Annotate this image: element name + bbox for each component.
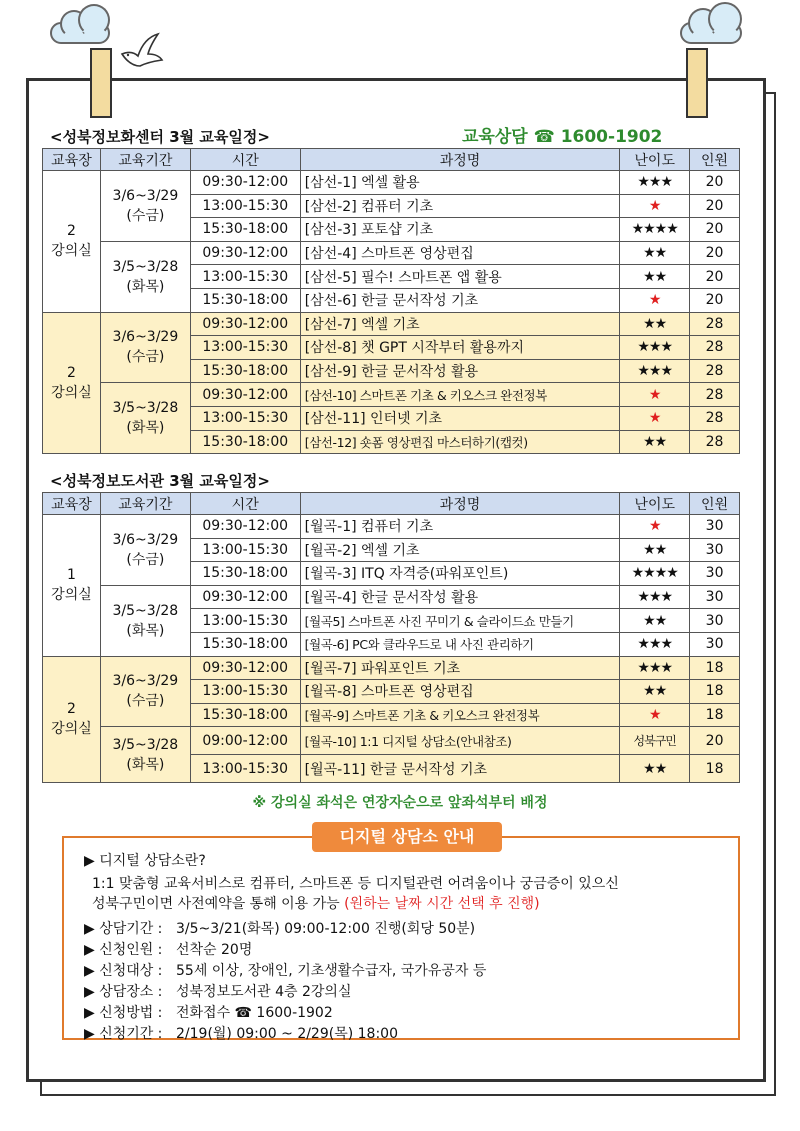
level-cell: ★ [620,288,690,312]
course-cell: [삼선-3] 포토샵 기초 [300,218,620,242]
course-cell: [월곡-8] 스마트폰 영상편집 [300,680,620,704]
period-dates: 3/5~3/28 [112,602,179,619]
time-cell: 09:30-12:00 [190,171,300,195]
table-header-cell: 시간 [190,493,300,515]
counsel-item-colon: : [157,984,163,1000]
table-row [43,312,740,336]
table-header-cell: 교육장 [43,493,101,515]
room-cell [43,515,101,657]
level-cell: ★★★ [620,632,690,656]
time-cell: 15:30-18:00 [190,430,300,454]
period-cell [100,383,190,454]
period-days: (수금) [126,693,165,710]
count-cell: 18 [690,755,740,783]
section2-title: <성북정보도서관 3월 교육일정> [50,472,270,490]
counsel-title: 디지털 상담소 안내 [312,822,502,852]
time-cell: 09:30-12:00 [190,241,300,265]
time-cell: 15:30-18:00 [190,288,300,312]
bird-icon [118,32,164,72]
schedule-table-2 [42,492,740,783]
counsel-item-label: ▶ 신청대상 [84,963,154,979]
time-cell: 15:30-18:00 [190,632,300,656]
period-days: (수금) [126,207,165,224]
time-cell: 15:30-18:00 [190,359,300,383]
time-cell: 13:00-15:30 [190,194,300,218]
counsel-item-label: ▶ 상담장소 [84,984,154,1000]
table-header-cell: 인원 [690,493,740,515]
cloud-right-icon [680,22,742,44]
room-label: 강의실 [51,721,92,738]
counsel-item-colon: : [157,921,163,937]
level-cell: ★★ [620,265,690,289]
time-cell: 09:30-12:00 [190,515,300,539]
count-cell: 18 [690,680,740,704]
level-cell: ★★ [620,755,690,783]
count-cell: 30 [690,562,740,586]
count-cell: 28 [690,312,740,336]
period-dates: 3/6~3/29 [112,187,179,204]
period-dates: 3/5~3/28 [112,400,179,417]
section1-title: <성북정보화센터 3월 교육일정> [50,128,270,146]
counsel-item-value: 2/19(월) 09:00 ~ 2/29(목) 18:00 [176,1026,398,1042]
counsel-item-value: 성북정보도서관 4층 2강의실 [176,984,352,1000]
table-row [43,656,740,680]
time-cell: 13:00-15:30 [190,538,300,562]
level-cell: ★★★ [620,656,690,680]
course-cell: [삼선-8] 챗 GPT 시작부터 활용까지 [300,336,620,360]
period-dates: 3/5~3/28 [112,736,179,753]
count-cell: 30 [690,609,740,633]
counsel-item-value: 선착순 20명 [176,942,253,958]
count-cell: 28 [690,383,740,407]
period-cell [100,585,190,656]
counsel-desc2: 성북구민이면 사전예약을 통해 이용 가능 [92,896,340,912]
period-cell [100,171,190,242]
counsel-item-label: ▶ 신청기간 [84,1026,154,1042]
count-cell: 30 [690,632,740,656]
course-cell: [월곡-11] 한글 문서작성 기초 [300,755,620,783]
room-label: 강의실 [51,243,92,260]
period-cell [100,656,190,727]
level-cell: ★ [620,383,690,407]
contact-phone: 교육상담 ☎ 1600-1902 [462,127,663,147]
table-row [43,727,740,755]
table-header-cell: 과정명 [300,493,620,515]
time-cell: 09:30-12:00 [190,312,300,336]
time-cell: 09:30-12:00 [190,656,300,680]
room-number: 1 [67,567,76,584]
level-cell: ★★ [620,241,690,265]
time-cell: 09:30-12:00 [190,383,300,407]
time-cell: 13:00-15:30 [190,680,300,704]
counsel-item-value: 55세 이상, 장애인, 기초생활수급자, 국가유공자 등 [176,963,487,979]
level-cell: ★ [620,194,690,218]
count-cell: 20 [690,218,740,242]
room-number: 2 [67,364,76,381]
period-dates: 3/6~3/29 [112,673,179,690]
level-cell: ★★ [620,609,690,633]
room-number: 2 [67,701,76,718]
time-cell: 15:30-18:00 [190,218,300,242]
table-row [43,241,740,265]
table-header-cell: 교육장 [43,149,101,171]
count-cell: 18 [690,703,740,727]
period-dates: 3/6~3/29 [112,531,179,548]
period-days: (수금) [126,551,165,568]
time-cell: 13:00-15:30 [190,755,300,783]
time-cell: 09:30-12:00 [190,585,300,609]
level-cell: ★★ [620,538,690,562]
counsel-item-value: 3/5~3/21(화목) 09:00-12:00 진행(회당 50분) [176,921,476,937]
period-dates: 3/5~3/28 [112,258,179,275]
period-cell [100,727,190,783]
counsel-item [84,1023,398,1043]
cloud-left-icon [50,22,110,44]
table-header-cell: 과정명 [300,149,620,171]
time-cell: 13:00-15:30 [190,406,300,430]
time-cell: 13:00-15:30 [190,336,300,360]
level-cell: ★★★ [620,336,690,360]
level-cell: ★★ [620,680,690,704]
count-cell: 18 [690,656,740,680]
counsel-desc2-line [92,893,540,913]
course-cell: [삼선-2] 컴퓨터 기초 [300,194,620,218]
level-cell: ★ [620,703,690,727]
count-cell: 20 [690,727,740,755]
counsel-item [84,918,475,938]
counsel-item-label: ▶ 신청방법 [84,1005,154,1021]
counsel-item-colon: : [157,942,163,958]
course-cell: [삼선-1] 엑셀 활용 [300,171,620,195]
period-days: (수금) [126,349,165,366]
counsel-item-label: ▶ 신청인원 [84,942,154,958]
time-cell: 13:00-15:30 [190,609,300,633]
table-row [43,383,740,407]
room-label: 강의실 [51,384,92,401]
count-cell: 30 [690,538,740,562]
period-days: (화목) [126,622,165,639]
course-cell: [월곡-7] 파워포인트 기초 [300,656,620,680]
clip-left [90,48,112,118]
period-dates: 3/6~3/29 [112,329,179,346]
count-cell: 20 [690,171,740,195]
count-cell: 28 [690,406,740,430]
room-cell [43,312,101,454]
table-row [43,171,740,195]
course-cell: [월곡-1] 컴퓨터 기초 [300,515,620,539]
level-cell: ★★★★ [620,562,690,586]
level-cell: ★★★ [620,171,690,195]
counsel-desc2-highlight: (원하는 날짜 시간 선택 후 진행) [344,896,540,912]
period-cell [100,312,190,383]
course-cell: [삼선-12] 숏폼 영상편집 마스터하기(캡컷) [300,430,620,454]
clip-right [686,48,708,118]
table-header-cell: 난이도 [620,493,690,515]
room-cell [43,656,101,783]
counsel-item-colon: : [157,1026,163,1042]
time-cell: 09:00-12:00 [190,727,300,755]
level-cell: 성북구민 [620,727,690,755]
course-cell: [삼선-10] 스마트폰 기초 & 키오스크 완전정복 [300,383,620,407]
counsel-item-label: ▶ 상담기간 [84,921,154,937]
level-cell: ★★★ [620,359,690,383]
table-header-cell: 교육기간 [100,149,190,171]
time-cell: 13:00-15:30 [190,265,300,289]
course-cell: [월곡-9] 스마트폰 기초 & 키오스크 완전정복 [300,703,620,727]
seat-note: ※ 강의실 좌석은 연장자순으로 앞좌석부터 배정 [252,795,548,811]
course-cell: [삼선-11] 인터넷 기초 [300,406,620,430]
table-header-cell: 인원 [690,149,740,171]
counsel-item [84,939,252,959]
counsel-item [84,1002,333,1022]
course-cell: [삼선-4] 스마트폰 영상편집 [300,241,620,265]
count-cell: 30 [690,515,740,539]
counsel-item [84,960,486,980]
level-cell: ★ [620,515,690,539]
course-cell: [월곡-6] PC와 클라우드로 내 사진 관리하기 [300,632,620,656]
count-cell: 20 [690,265,740,289]
level-cell: ★★★ [620,585,690,609]
course-cell: [월곡5] 스마트폰 사진 꾸미기 & 슬라이드쇼 만들기 [300,609,620,633]
level-cell: ★★ [620,312,690,336]
time-cell: 15:30-18:00 [190,703,300,727]
course-cell: [월곡-2] 엑셀 기초 [300,538,620,562]
course-cell: [월곡-10] 1:1 디지털 상담소(안내참조) [300,727,620,755]
counsel-item-value: 전화접수 ☎ 1600-1902 [176,1005,333,1021]
table-header-row [43,493,740,515]
period-days: (화목) [126,278,165,295]
level-cell: ★★ [620,430,690,454]
counsel-item-colon: : [157,1005,163,1021]
count-cell: 20 [690,241,740,265]
time-cell: 15:30-18:00 [190,562,300,586]
period-cell [100,515,190,586]
count-cell: 20 [690,194,740,218]
table-header-cell: 시간 [190,149,300,171]
course-cell: [삼선-7] 엑셀 기초 [300,312,620,336]
table-header-row [43,149,740,171]
course-cell: [삼선-5] 필수! 스마트폰 앱 활용 [300,265,620,289]
room-label: 강의실 [51,587,92,604]
counsel-item-colon: : [157,963,163,979]
room-number: 2 [67,223,76,240]
count-cell: 30 [690,585,740,609]
level-cell: ★ [620,406,690,430]
table-row [43,515,740,539]
course-cell: [삼선-6] 한글 문서작성 기초 [300,288,620,312]
period-days: (화목) [126,756,165,773]
course-cell: [월곡-4] 한글 문서작성 활용 [300,585,620,609]
level-cell: ★★★★ [620,218,690,242]
period-cell [100,241,190,312]
course-cell: [월곡-3] ITQ 자격증(파워포인트) [300,562,620,586]
count-cell: 28 [690,336,740,360]
room-cell [43,171,101,313]
count-cell: 20 [690,288,740,312]
counsel-desc1: 1:1 맞춤형 교육서비스로 컴퓨터, 스마트폰 등 디지털관련 어려움이나 궁금증이 있으신 [92,876,619,892]
course-cell: [삼선-9] 한글 문서작성 활용 [300,359,620,383]
count-cell: 28 [690,430,740,454]
table-row [43,585,740,609]
table-header-cell: 난이도 [620,149,690,171]
period-days: (화목) [126,420,165,437]
counsel-what: ▶ 디지털 상담소란? [84,853,206,869]
count-cell: 28 [690,359,740,383]
schedule-table-1 [42,148,740,454]
counsel-item [84,981,351,1001]
table-header-cell: 교육기간 [100,493,190,515]
